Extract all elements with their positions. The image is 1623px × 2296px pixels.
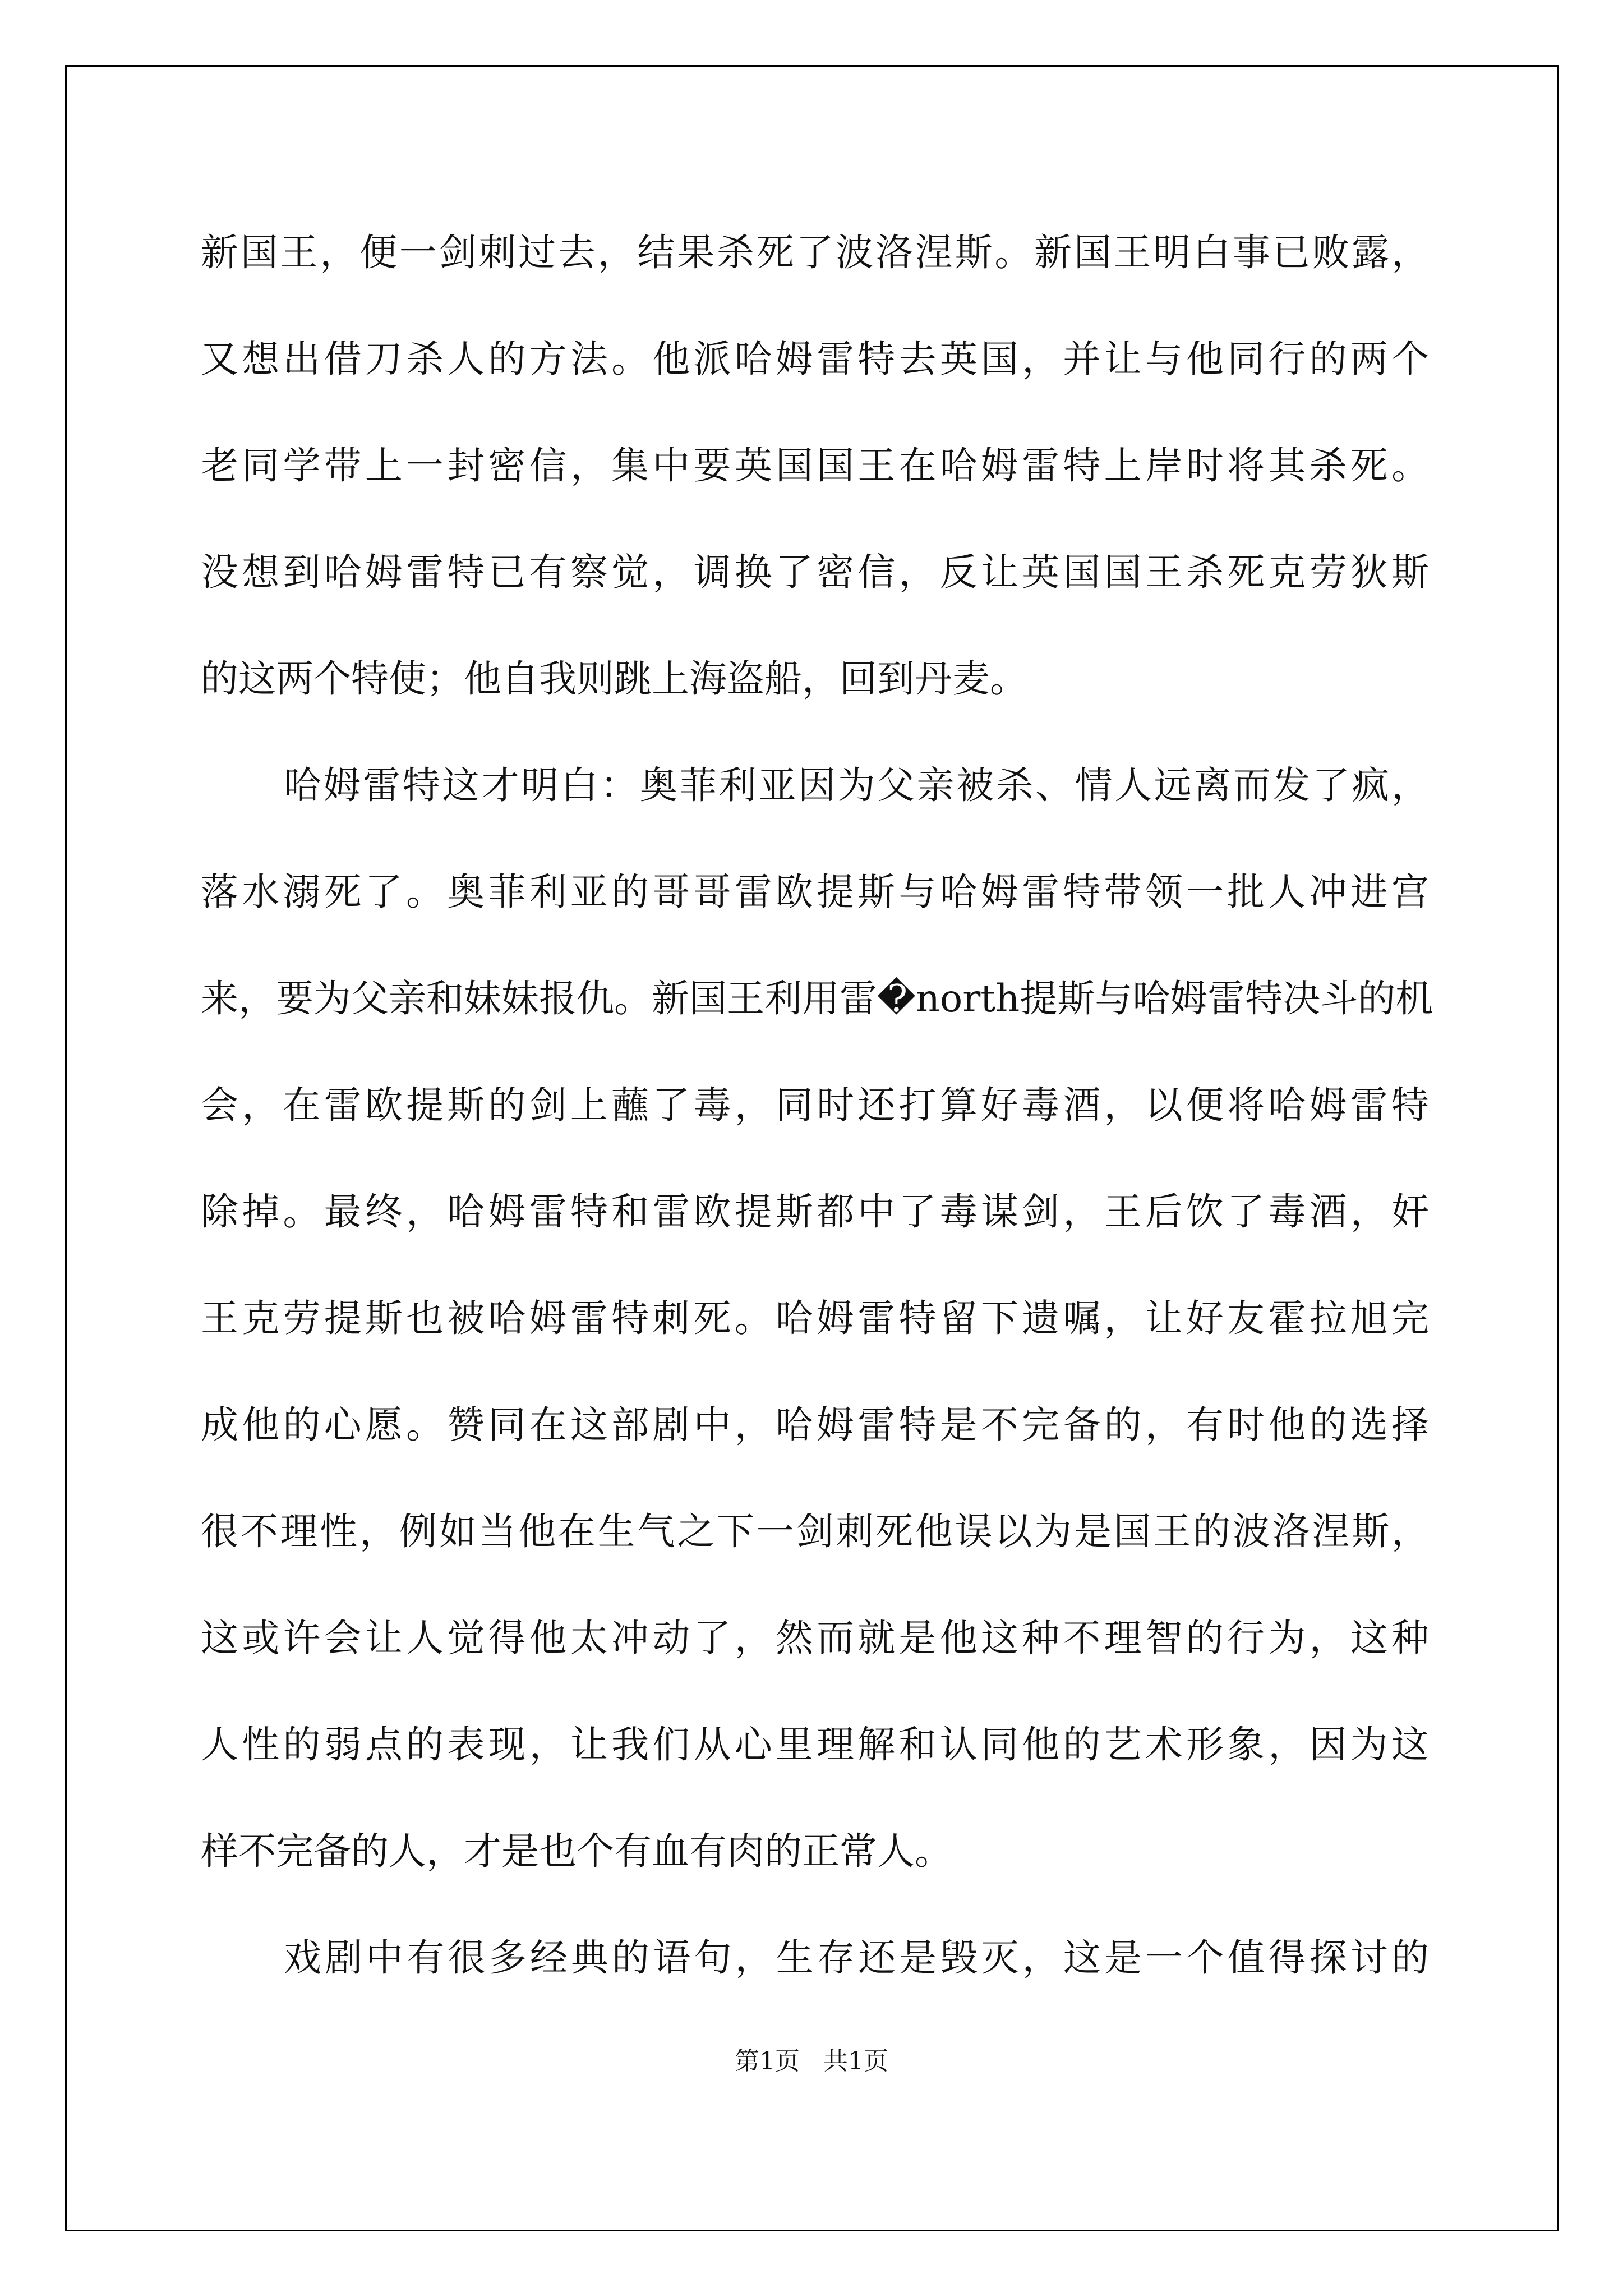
text-line: 这或许会让人觉得他太冲动了，然而就是他这种不理智的行为，这种: [201, 1616, 1429, 1660]
paragraph-1: [201, 199, 1429, 732]
paragraph-3: [201, 1904, 1429, 2011]
page-number-footer: 第1页 共1页: [735, 2047, 888, 2076]
text-line: 王克劳提斯也被哈姆雷特刺死。哈姆雷特留下遗嘱，让好友霍拉旭完: [201, 1296, 1429, 1340]
text-line: 戏剧中有很多经典的语句，生存还是毁灭，这是一个值得探讨的: [284, 1936, 1429, 1980]
text-line: 很不理性，例如当他在生气之下一剑刺死他误以为是国王的波洛涅斯，: [201, 1510, 1429, 1553]
text-line: 来，要为父亲和妹妹报仇。新国王利用雷�north提斯与哈姆雷特决斗的机: [201, 977, 1433, 1020]
text-line: 又想出借刀杀人的方法。他派哈姆雷特去英国，并让与他同行的两个: [201, 337, 1429, 381]
document-body: [201, 199, 1433, 2011]
text-line: 哈姆雷特这才明白：奥菲利亚因为父亲被杀、情人远离而发了疯，: [284, 763, 1429, 807]
paragraph-2: [201, 732, 1433, 1904]
text-line: 除掉。最终，哈姆雷特和雷欧提斯都中了毒谋剑，王后饮了毒酒，奸: [201, 1190, 1429, 1234]
text-line: 老同学带上一封密信，集中要英国国王在哈姆雷特上岸时将其杀死。: [201, 444, 1429, 487]
text-line: 人性的弱点的表现，让我们从心里理解和认同他的艺术形象，因为这: [201, 1723, 1429, 1766]
text-line: 会，在雷欧提斯的剑上蘸了毒，同时还打算好毒酒，以便将哈姆雷特: [201, 1083, 1429, 1127]
text-line: 成他的心愿。赞同在这部剧中，哈姆雷特是不完备的，有时他的选择: [201, 1403, 1429, 1447]
text-line: 落水溺死了。奥菲利亚的哥哥雷欧提斯与哈姆雷特带领一批人冲进宫: [201, 870, 1429, 914]
text-line: 的这两个特使；他自我则跳上海盗船，回到丹麦。: [201, 657, 1027, 701]
text-line: 新国王，便一剑刺过去，结果杀死了波洛涅斯。新国王明白事已败露，: [201, 231, 1429, 274]
text-line: 样不完备的人，才是也个有血有肉的正常人。: [201, 1829, 952, 1873]
text-line: 没想到哈姆雷特已有察觉，调换了密信，反让英国国王杀死克劳狄斯: [201, 550, 1429, 594]
